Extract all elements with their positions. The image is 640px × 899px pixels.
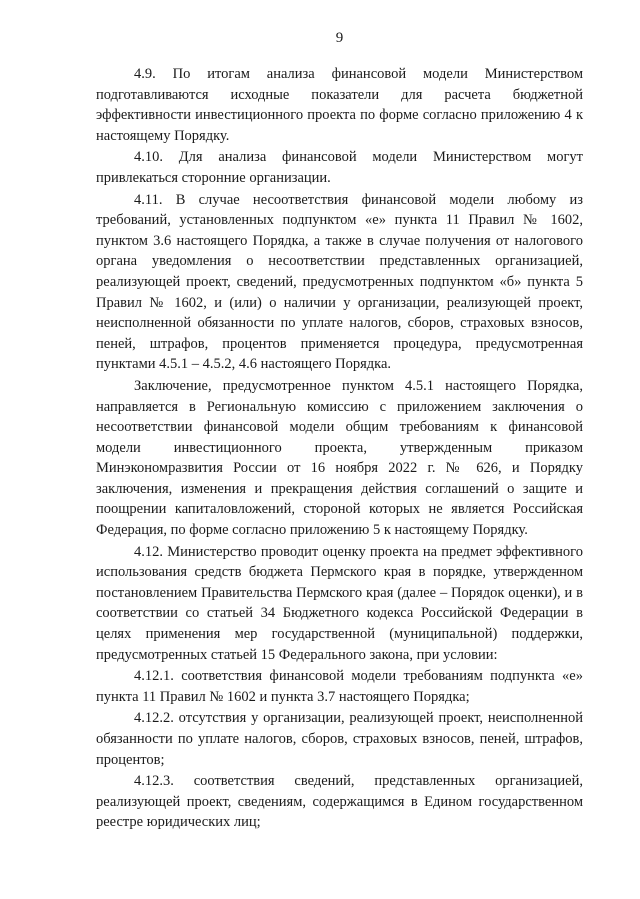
paragraph-4-10: 4.10. Для анализа финансовой модели Министерством могут привлекаться сторонние организации. — [96, 149, 583, 186]
paragraph-4-12-1: 4.12.1. соответствия финансовой модели требованиям подпункта «е» пункта 11 Правил № 1602 и пункта 3.7 настоящего Порядка; — [96, 668, 583, 705]
document-body — [96, 64, 583, 834]
paragraph-4-12: 4.12. Министерство проводит оценку проекта на предмет эффективного использования средств бюджета Пермского края в порядке, утвержденном постановлением Правительства Пермского края (далее – Порядок оценки), и в соответствии со статьей 34 Бюджетного кодекса Российской Федерации в целях применения мер государственной (муниципальной) поддержки, предусмотренных статьей 15 Федерального закона, при условии: — [96, 543, 583, 663]
paragraph-4-12-3: 4.12.3. соответствия сведений, представленных организацией, реализующей проект, сведениям, содержащимся в Едином государственном реестре юридических лиц; — [96, 773, 583, 831]
paragraph-4-12-2: 4.12.2. отсутствия у организации, реализующей проект, неисполненной обязанности по уплате налогов, сборов, страховых взносов, пеней, штрафов, процентов; — [96, 710, 583, 768]
paragraph-4-11: 4.11. В случае несоответствия финансовой модели любому из требований, установленных подпунктом «е» пункта 11 Правил № 1602, пунктом 3.6 настоящего Порядка, а также в случае получения от налогового органа уведомления о несоответствии представленных организацией, реализующей проект, сведений, предусмотренных подпунктом «б» пункта 5 Правил № 1602, и (или) о наличии у организации, реализующей проект, неисполненной обязанности по уплате налогов, сборов, страховых взносов, пеней, штрафов, процентов применяется процедура, предусмотренная пунктами 4.5.1 – 4.5.2, 4.6 настоящего Порядка. — [96, 191, 583, 373]
paragraph-4-9: 4.9. По итогам анализа финансовой модели Министерством подготавливаются исходные показатели для расчета бюджетной эффективности инвестиционного проекта по форме согласно приложению 4 к настоящему Порядку. — [96, 66, 583, 144]
page-number: 9 — [335, 30, 344, 46]
paragraph-conclusion: Заключение, предусмотренное пунктом 4.5.1 настоящего Порядка, направляется в Региональную комиссию с приложением заключения о несоответствии финансовой модели общим требованиям к финансовой модели инвестиционного проекта, утвержденным приказом Минэкономразвития России от 16 ноября 2022 г. № 626, и Порядку заключения, изменения и прекращения действия соглашений о защите и поощрении капиталовложений, стороной которых не является Российская Федерация, по форме согласно приложению 5 к настоящему Порядку. — [96, 377, 583, 539]
